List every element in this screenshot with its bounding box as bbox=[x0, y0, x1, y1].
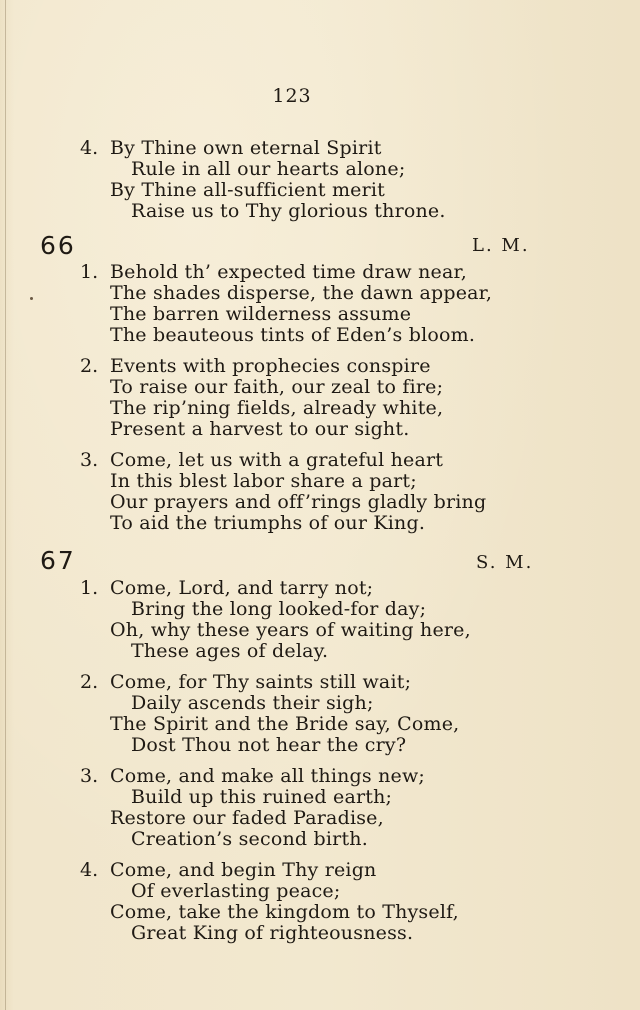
verse-line: In this blest labor share a part; bbox=[110, 470, 417, 492]
verse-line: Present a harvest to our sight. bbox=[110, 418, 410, 440]
verse-line: The rip’ning fields, already white, bbox=[110, 397, 444, 419]
verse-line: To raise our faith, our zeal to fire; bbox=[110, 376, 444, 398]
verse-line: Creation’s second birth. bbox=[131, 828, 368, 850]
page-edge-shadow bbox=[5, 0, 6, 1010]
paper-speck bbox=[30, 297, 33, 300]
stanza-number: 1. bbox=[80, 577, 99, 599]
verse-line: Come, for Thy saints still wait; bbox=[110, 671, 412, 693]
verse-line: Build up this ruined earth; bbox=[131, 786, 393, 808]
verse-line: Come, take the kingdom to Thyself, bbox=[110, 901, 459, 923]
stanza-number: 2. bbox=[80, 355, 99, 377]
verse-line: Our prayers and off’rings gladly bring bbox=[110, 491, 487, 513]
verse-line: By Thine all-sufficient merit bbox=[110, 179, 386, 201]
hymn-number: 67 bbox=[40, 546, 76, 575]
verse-line: These ages of delay. bbox=[131, 640, 329, 662]
verse-line: Rule in all our hearts alone; bbox=[131, 158, 406, 180]
verse-line: Events with prophecies conspire bbox=[110, 355, 431, 377]
verse-line: Oh, why these years of waiting here, bbox=[110, 619, 471, 641]
stanza-number: 4. bbox=[80, 137, 99, 159]
verse-line: Of everlasting peace; bbox=[131, 880, 341, 902]
verse-line: By Thine own eternal Spirit bbox=[110, 137, 382, 159]
verse-line: Come, Lord, and tarry not; bbox=[110, 577, 374, 599]
verse-line: Bring the long looked-for day; bbox=[131, 598, 427, 620]
hymn-meter: S. M. bbox=[476, 552, 534, 573]
stanza-number: 3. bbox=[80, 449, 99, 471]
verse-line: Come, let us with a grateful heart bbox=[110, 449, 444, 471]
stanza-number: 4. bbox=[80, 859, 99, 881]
verse-line: Come, and make all things new; bbox=[110, 765, 426, 787]
stanza-number: 2. bbox=[80, 671, 99, 693]
verse-line: Restore our faded Paradise, bbox=[110, 807, 384, 829]
verse-line: The beauteous tints of Eden’s bloom. bbox=[110, 324, 476, 346]
verse-line: The barren wilderness assume bbox=[110, 303, 412, 325]
verse-line: Raise us to Thy glorious throne. bbox=[131, 200, 446, 222]
verse-line: Daily ascends their sigh; bbox=[131, 692, 374, 714]
verse-line: Behold th’ expected time draw near, bbox=[110, 261, 467, 283]
hymn-meter: L. M. bbox=[472, 235, 530, 256]
verse-line: Dost Thou not hear the cry? bbox=[131, 734, 407, 756]
verse-line: Great King of righteousness. bbox=[131, 922, 414, 944]
verse-line: The Spirit and the Bride say, Come, bbox=[110, 713, 460, 735]
page-number: 123 bbox=[272, 85, 312, 107]
stanza-number: 1. bbox=[80, 261, 99, 283]
verse-line: Come, and begin Thy reign bbox=[110, 859, 377, 881]
verse-line: The shades disperse, the dawn appear, bbox=[110, 282, 493, 304]
hymn-number: 66 bbox=[40, 231, 76, 260]
verse-line: To aid the triumphs of our King. bbox=[110, 512, 426, 534]
stanza-number: 3. bbox=[80, 765, 99, 787]
